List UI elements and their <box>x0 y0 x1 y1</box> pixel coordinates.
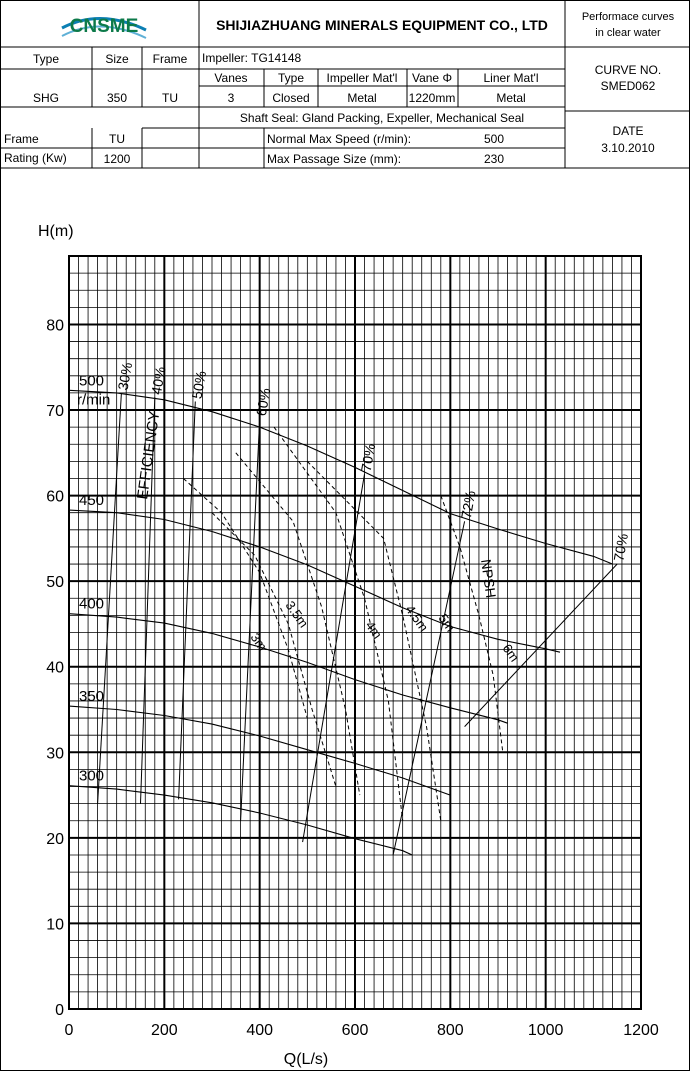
y-axis-title: H(m) <box>38 223 74 240</box>
efficiency-line <box>393 521 465 855</box>
head-curve-speed-label: 350 <box>79 688 105 706</box>
npsh-curve-label: 6m <box>499 641 523 665</box>
cnsme-logo <box>62 16 146 38</box>
shaft-seal: Shaft Seal: Gland Packing, Expeller, Mechanical Seal <box>239 111 525 125</box>
npsh-label: NPSH <box>478 558 500 599</box>
vane-dia-label: Vane Φ <box>411 71 453 85</box>
imp-mat-value: Metal <box>347 91 377 105</box>
efficiency-line-label: 30% <box>114 361 136 392</box>
max-speed-label: Normal Max Speed (r/min): <box>267 132 412 146</box>
npsh-curve-label: 4m <box>362 618 386 642</box>
size-label: Size <box>105 52 129 66</box>
liner-value: Metal <box>496 91 526 105</box>
x-tick-label: 200 <box>150 1022 178 1039</box>
x-tick-label: 0 <box>64 1022 74 1039</box>
vanes-label: Vanes <box>214 71 248 85</box>
y-tick-label: 80 <box>46 317 64 335</box>
npsh-curve-label: 3.5m <box>282 598 312 631</box>
frame-value: TU <box>162 91 178 105</box>
y-tick-label: 70 <box>46 403 64 421</box>
curve-no: SMED062 <box>600 79 656 93</box>
x-tick-label: 800 <box>436 1022 464 1039</box>
imp-mat-label: Impeller Mat'l <box>326 71 398 85</box>
impeller: Impeller: TG14148 <box>202 51 302 65</box>
max-passage-value: 230 <box>484 152 505 166</box>
company-name: SHIJIAZHUANG MINERALS EQUIPMENT CO., LTD <box>216 17 548 33</box>
rating-value: 1200 <box>103 152 131 166</box>
efficiency-label: EFFICIENCY <box>134 409 164 501</box>
size-value: 350 <box>106 91 128 105</box>
head-curve-speed-label: 300 <box>79 767 105 785</box>
max-speed-value: 500 <box>484 132 505 146</box>
npsh-curve-label: 4.5m <box>402 602 432 635</box>
date-value: 3.10.2010 <box>601 141 655 155</box>
spec-cells <box>4 51 538 166</box>
y-tick-label: 10 <box>46 916 64 934</box>
imp-type-label: Type <box>277 71 305 85</box>
vane-dia-value: 1220mm <box>408 91 456 105</box>
efficiency-line-label: 70% <box>610 532 631 563</box>
efficiency-line-label: 50% <box>188 369 210 400</box>
efficiency-line-label: 70% <box>357 442 379 473</box>
speed-unit-label: r/min <box>77 391 111 409</box>
y-tick-label: 0 <box>55 1002 64 1019</box>
type-value: SHG <box>32 91 60 105</box>
x-tick-label: 1200 <box>623 1022 659 1039</box>
y-tick-label: 20 <box>46 830 64 848</box>
liner-label: Liner Mat'l <box>483 71 539 85</box>
rating-label: Rating (Kw) <box>4 151 67 165</box>
efficiency-line-label: 40% <box>147 365 169 396</box>
efficiency-line-label: 72% <box>457 489 479 520</box>
x-tick-label: 1000 <box>527 1022 564 1039</box>
npsh-curve-label: 3m <box>247 630 271 654</box>
max-passage-label: Max Passage Size (mm): <box>267 152 402 166</box>
curve-no-label: CURVE NO. <box>594 63 662 77</box>
x-tick-label: 600 <box>341 1022 369 1039</box>
type-label: Type <box>32 52 60 66</box>
y-tick-label: 40 <box>46 659 64 677</box>
efficiency-line-label: 60% <box>252 386 274 418</box>
date-label: DATE <box>612 124 644 138</box>
frame2-label: Frame <box>4 132 39 146</box>
y-tick-label: 60 <box>46 488 64 506</box>
head-curve-speed-label: 400 <box>79 595 105 613</box>
x-tick-label: 400 <box>246 1022 274 1039</box>
y-tick-label: 30 <box>46 745 64 763</box>
vanes-value: 3 <box>227 91 235 105</box>
perf-line2: in clear water <box>595 27 661 39</box>
x-axis-title: Q(L/s) <box>283 1051 329 1068</box>
logo-text: CNSME <box>69 16 139 37</box>
y-tick-label: 50 <box>46 574 64 592</box>
npsh-curves <box>183 427 522 821</box>
frame2-value: TU <box>109 132 125 146</box>
npsh-curve-label: 5m <box>435 611 459 635</box>
head-curve-speed-label: 450 <box>79 492 105 510</box>
head-curve-speed-label: 500 <box>79 372 105 390</box>
frame-label: Frame <box>152 52 188 66</box>
imp-type-value: Closed <box>272 91 310 105</box>
perf-line1: Performace curves <box>581 11 675 23</box>
